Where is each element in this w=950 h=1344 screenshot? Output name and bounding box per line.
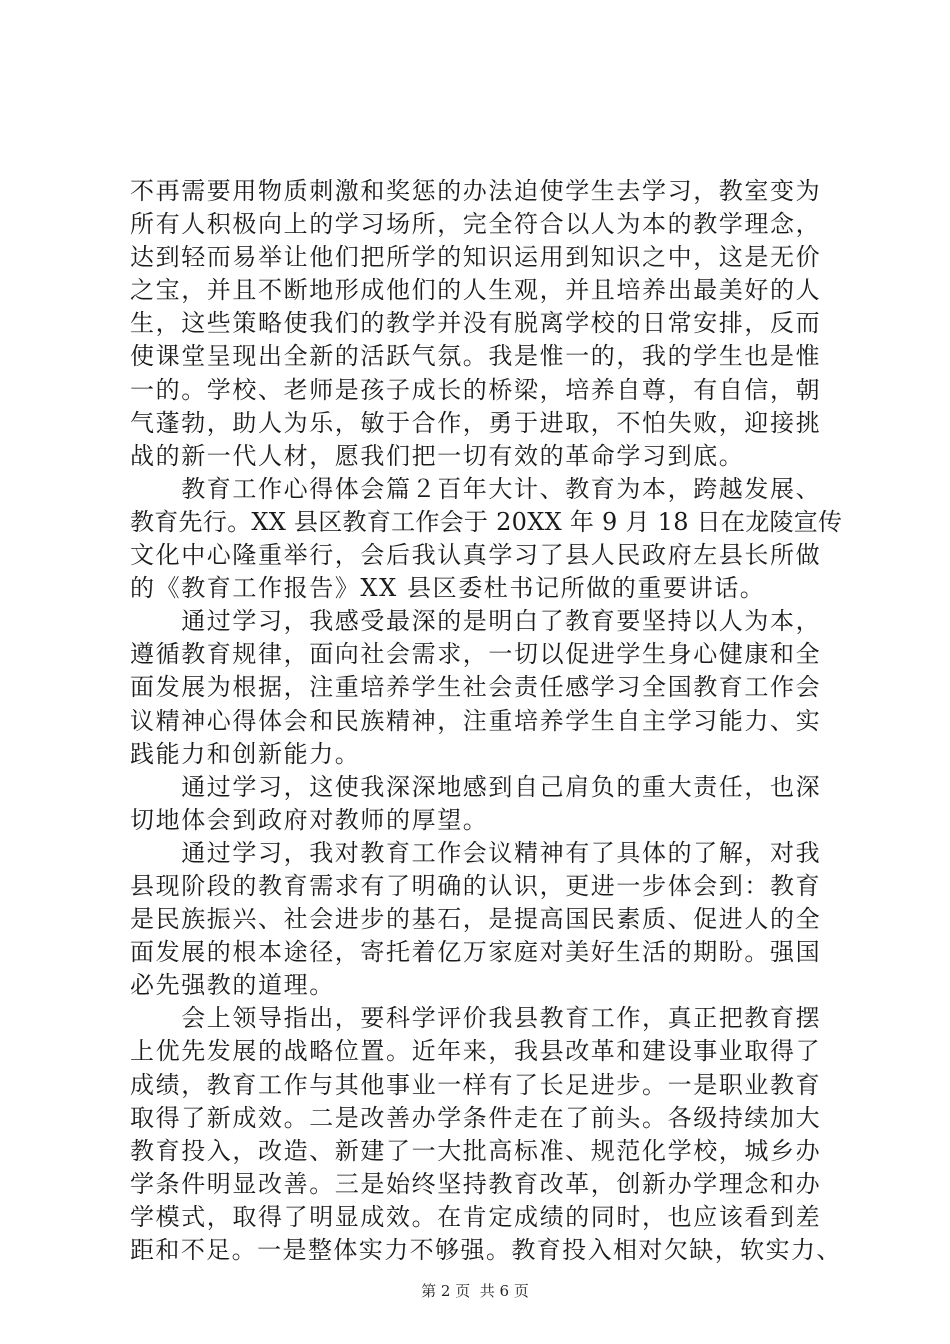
text-line: 所有人积极向上的学习场所，完全符合以人为本的教学理念， [130, 210, 822, 239]
text-line: 的《教育工作报告》XX 县区委杜书记所做的重要讲话。 [130, 574, 766, 603]
text-line: 达到轻而易举让他们把所学的知识运用到知识之中，这是无价 [130, 243, 822, 272]
text-line: 学条件明显改善。三是始终坚持教育改革，创新办学理念和办 [130, 1169, 822, 1198]
text-line: 面发展为根据，注重培养学生社会责任感学习全国教育工作会 [130, 673, 822, 702]
text-line: 通过学习，这使我深深地感到自己肩负的重大责任，也深 [130, 772, 822, 801]
text-line: 气蓬勃，助人为乐，敏于合作，勇于进取，不怕失败，迎接挑 [130, 408, 822, 437]
text-line: 使课堂呈现出全新的活跃气氛。我是惟一的，我的学生也是惟 [130, 342, 822, 371]
text-line: 一的。学校、老师是孩子成长的桥梁，培养自尊，有自信，朝 [130, 375, 822, 404]
text-line: 上优先发展的战略位置。近年来，我县改革和建设事业取得了 [130, 1037, 822, 1066]
text-line: 生，这些策略使我们的教学并没有脱离学校的日常安排，反而 [130, 309, 822, 338]
text-line: 文化中心隆重举行，会后我认真学习了县人民政府左县长所做 [130, 541, 822, 570]
text-line: 教育投入，改造、新建了一大批高标准、规范化学校，城乡办 [130, 1136, 822, 1165]
text-line: 之宝，并且不断地形成他们的人生观，并且培养出最美好的人 [130, 276, 822, 305]
text-line: 是民族振兴、社会进步的基石，是提高国民素质、促进人的全 [130, 905, 822, 934]
text-line: 通过学习，我感受最深的是明白了教育要坚持以人为本， [130, 607, 822, 636]
text-line: 不再需要用物质刺激和奖惩的办法迫使学生去学习，教室变为 [130, 177, 822, 205]
text-line: 成绩，教育工作与其他事业一样有了长足进步。一是职业教育 [130, 1070, 822, 1099]
text-line: 学模式，取得了明显成效。在肯定成绩的同时，也应该看到差 [130, 1202, 822, 1231]
text-line: 切地体会到政府对教师的厚望。 [130, 805, 489, 834]
text-line: 教育先行。XX 县区教育工作会于 20XX 年 9 月 18 日在龙陵宣传 [130, 507, 843, 536]
text-line: 遵循教育规律，面向社会需求，一切以促进学生身心健康和全 [130, 640, 822, 669]
text-line: 取得了新成效。二是改善办学条件走在了前头。各级持续加大 [130, 1103, 822, 1132]
text-line: 议精神心得体会和民族精神，注重培养学生自主学习能力、实 [130, 706, 822, 735]
text-line: 战的新一代人材，愿我们把一切有效的革命学习到底。 [130, 441, 745, 470]
text-line: 距和不足。一是整体实力不够强。教育投入相对欠缺，软实力、 [130, 1236, 842, 1264]
text-line: 教育工作心得体会篇２百年大计、教育为本，跨越发展、 [130, 474, 822, 503]
page-footer: 第 2 页 共 6 页 [421, 1282, 529, 1300]
text-line: 会上领导指出，要科学评价我县教育工作，真正把教育摆 [130, 1004, 822, 1033]
text-line: 践能力和创新能力。 [130, 739, 361, 768]
text-line: 通过学习，我对教育工作会议精神有了具体的了解，对我 [130, 838, 822, 867]
text-line: 县现阶段的教育需求有了明确的认识，更进一步体会到：教育 [130, 871, 822, 900]
text-line: 面发展的根本途径，寄托着亿万家庭对美好生活的期盼。强国 [130, 938, 822, 967]
document-body [130, 175, 843, 1267]
text-line: 必先强教的道理。 [130, 971, 335, 1000]
